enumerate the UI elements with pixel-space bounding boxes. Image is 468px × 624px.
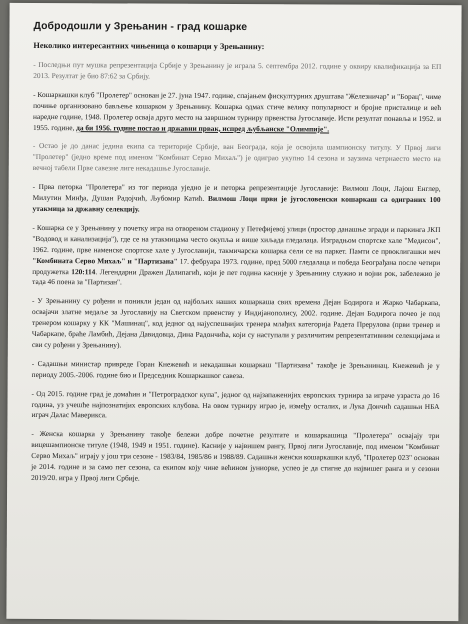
- paragraph-first-five: [33, 182, 441, 217]
- paragraph-madison-hall: [32, 223, 440, 291]
- club-founding-text: - Кошаркашки клуб "Пролетер" основан је 27. јуна 1947. године, спајањем фискултурних друштава "Железничар" и "Борац", чиме почиње организовано бављење кошарком у Зрењанину. Кошарка одмах стиче велику популарност и бројне присталице и већ наредне године, 1948. Пролетер осваја друго место на завршном турниру првенства Југославије. Исти резултат понавља и 1952. и 1955. године,: [32, 89, 442, 132]
- first-five-text: - Прва петорка "Пролетера" из тог периода уједно је и петорка репрезентације Југославије: Вилмош Лоци, Лајош Енглер, Милутин Минђа, Душан Радојчић, Љубомир Катић.: [32, 182, 441, 203]
- paragraph-club-founding: [33, 90, 441, 136]
- champion-1956-text: да би 1956. године постао и државни првак, испред љубљанске "Олимпије".: [76, 122, 330, 134]
- madison-text-2: 17. фебруара 1973. године, пред 5000 гледалаца и победа Београђана после четири продужетка: [32, 256, 441, 276]
- paragraph-bodiroga: - У Зрењанину су рођени и поникли један од најбољих наших кошаркаша свих времена Дејан Бодирога и Жарко Чабаркапа, освајачи златне медаље за Југославију на Светском првенству у Индијанополису, 2002. године. Дејан Бодирога почео је под тренером кошарку у КК "Машинац", код једног од најуспешнијих тренера млађих категорија Радета Прерулова (први тренер и Чабаркапе, браће Ламбић, Дејана Давидовца, Дина Радончића, који су наступали у различитим репрезентативним селекцијама и сви су рођени у Зрењанину).: [31, 296, 441, 350]
- paragraph-knezevic: - Садашњи министар привреде Горан Кнежевић и некадашњи кошаркаш "Партизана" такође је Зрењанинац. Кнежевић је у периоду 2005.-2006. године био и Председник Кошаркашког савеза.: [31, 358, 440, 380]
- paragraph-womens-basketball: - Женска кошарка у Зрењанину такође бележи добре почетне резултате и кошаркашица "Пролетера" освајају три вицешампионске титуле (1948, 1949 и 1951. године). Касније у највишем рангу, Првој лиги Југославије, под именом "Комбинат Серво Михаљ" играју у још три сезоне - 1983/84, 1985/86 и 1988/89. Садашњи женски кошаркашки клуб, "Пролетер 023" основан је 2014. године и за само пет сезона, са екипом коју чине већином јуниорке, успео је да стигне до највишег ранга и у сезони 2019/20. игра у Првој лиги Србије.: [31, 429, 440, 483]
- document-body: [31, 21, 441, 494]
- paragraph-only-champion: - Остао је до данас једина екипа са територије Србије, ван Београда, која је освојила шампионску титулу. У Првој лиги "Пролетер" (једно време под именом "Комбинат Серво Михаљ") је одиграо укупно 14 сезона и заузима четрнаесто место на вечној табели Прве савезне лиге некадашње Југославије.: [32, 141, 441, 174]
- paper-sheet: [6, 3, 461, 621]
- paragraph-national-team: - Последњи пут мушка репрезентација Србије у Зрењанину је играла 5. септембра 2012. године у оквиру квалификација за ЕП 2013. Резултат је био 87:62 за Србију.: [33, 59, 442, 81]
- madison-text-1: - Кошарка се у Зрењанину у почетку игра на отвореном стадиону у Петефијевој улици (простор данашње згради и паркинга ЈКП "Водовод и канализација"), где се на утакмицама често окупља и више хиљада гледалаца. Изградњом спортске хале "Медисон", 1962. године, прве наменске спортске хале у Југославији, такмичарска кошарка сели се на паркет. Памти се првоклигашки меч: [32, 222, 441, 256]
- loci-100-games-text: Вилмош Лоци први је југословенски кошаркаш са одиграних 100 утакмица за државну селекцију.: [32, 193, 441, 214]
- document-title: Добродошли у Зрењанин - град кошарке: [33, 20, 248, 34]
- paragraph-petrograd-cup: - Од 2015. године град је домаћин и "Петроградског купа", једног од најзапаженијих европских турнира за играче узраста до 16 година, уз учешће најпознатијих европских клубова. На овом турниру играо је, између осталих, и Лука Дончић садашњи НБА играч Далас Маверикса.: [31, 388, 440, 420]
- madison-text-3: . Легендарни Дражен Далипагић, који је пет година касније у Зрењанину служио и војни рок, забележио је тада 46 поена за "Партизан".: [32, 266, 441, 287]
- match-teams-text: "Комбината Серво Михаљ" и "Партизана": [32, 255, 178, 266]
- intro-heading: Неколико интересантних чињеница о кошарци у Зрењанину:: [33, 40, 265, 52]
- match-score-text: 120:114: [71, 266, 96, 276]
